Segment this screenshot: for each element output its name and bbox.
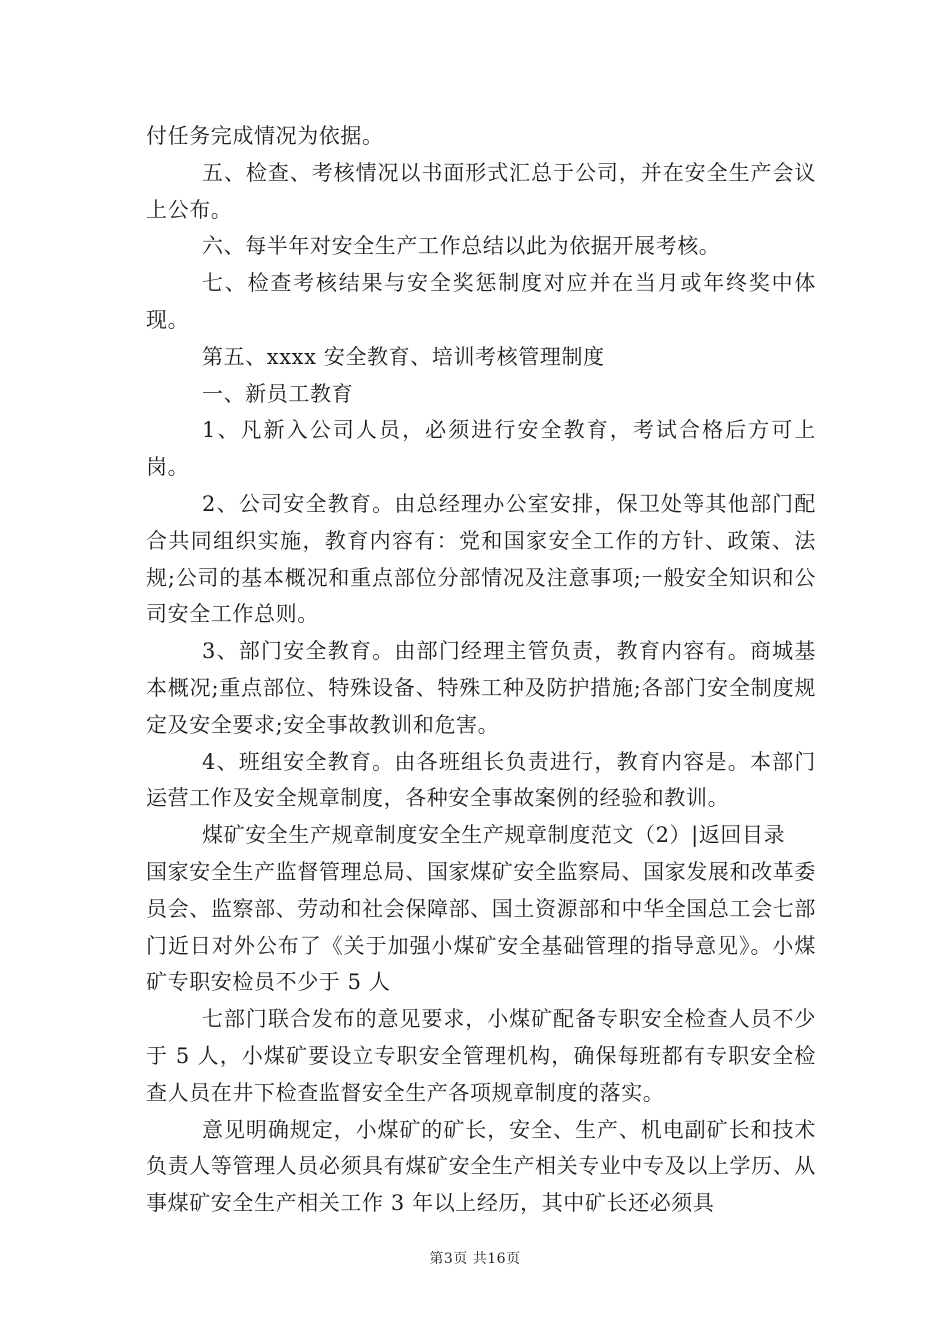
paragraph: 1、凡新入公司人员，必须进行安全教育，考试合格后方可上岗。 — [146, 418, 816, 480]
page-footer — [0, 1248, 950, 1268]
footer-middle: 页 共 — [453, 1251, 488, 1267]
paragraph: 七、检查考核结果与安全奖惩制度对应并在当月或年终奖中体现。 — [146, 271, 816, 332]
subsection-heading: 一、新员工教育 — [202, 381, 354, 406]
paragraph: 七部门联合发布的意见要求，小煤矿配备专职安全检查人员不少于 5 人，小煤矿要设立专职安全管理机构，确保每班都有专职安全检查人员在井下检查监督安全生产各项规章制度的落实。 — [146, 1007, 816, 1105]
paragraph: 国家安全生产监督管理总局、国家煤矿安全监察局、国家发展和改革委员会、监察部、劳动和社会保障部、国土资源部和中华全国总工会七部门近日对外公布了《关于加强小煤矿安全基础管理的指导意见》。小煤矿专职安检员不少于 5 人 — [146, 859, 816, 995]
article-title-link[interactable]: 煤矿安全生产规章制度安全生产规章制度范文（2）|返回目录 — [202, 823, 786, 848]
paragraph: 3、部门安全教育。由部门经理主管负责，教育内容有。商城基本概况;重点部位、特殊设备、特殊工种及防护措施;各部门安全制度规定及安全要求;安全事故教训和危害。 — [146, 639, 816, 737]
footer-page-number: 3 — [443, 1251, 454, 1267]
footer-suffix: 页 — [506, 1251, 521, 1267]
paragraph: 4、班组安全教育。由各班组长负责进行，教育内容是。本部门运营工作及安全规章制度，各种安全事故案例的经验和教训。 — [146, 749, 816, 811]
document-body — [146, 118, 816, 1222]
paragraph: 意见明确规定，小煤矿的矿长，安全、生产、机电副矿长和技术负责人等管理人员必须具有煤矿安全生产相关专业中专及以上学历、从事煤矿安全生产相关工作 3 年以上经历，其中矿长还必须具 — [146, 1117, 816, 1216]
footer-total-pages: 16 — [487, 1251, 507, 1267]
section-heading: 第五、xxxx 安全教育、培训考核管理制度 — [202, 344, 605, 369]
paragraph: 六、每半年对安全生产工作总结以此为依据开展考核。 — [202, 234, 721, 259]
paragraph: 五、检查、考核情况以书面形式汇总于公司，并在安全生产会议上公布。 — [146, 160, 816, 222]
paragraph: 2、公司安全教育。由总经理办公室安排，保卫处等其他部门配合共同组织实施，教育内容有：党和国家安全工作的方针、政策、法规;公司的基本概况和重点部位分部情况及注意事项;一般安全知识和公司安全工作总则。 — [146, 491, 816, 627]
footer-prefix: 第 — [429, 1251, 444, 1267]
paragraph: 付任务完成情况为依据。 — [146, 124, 384, 148]
